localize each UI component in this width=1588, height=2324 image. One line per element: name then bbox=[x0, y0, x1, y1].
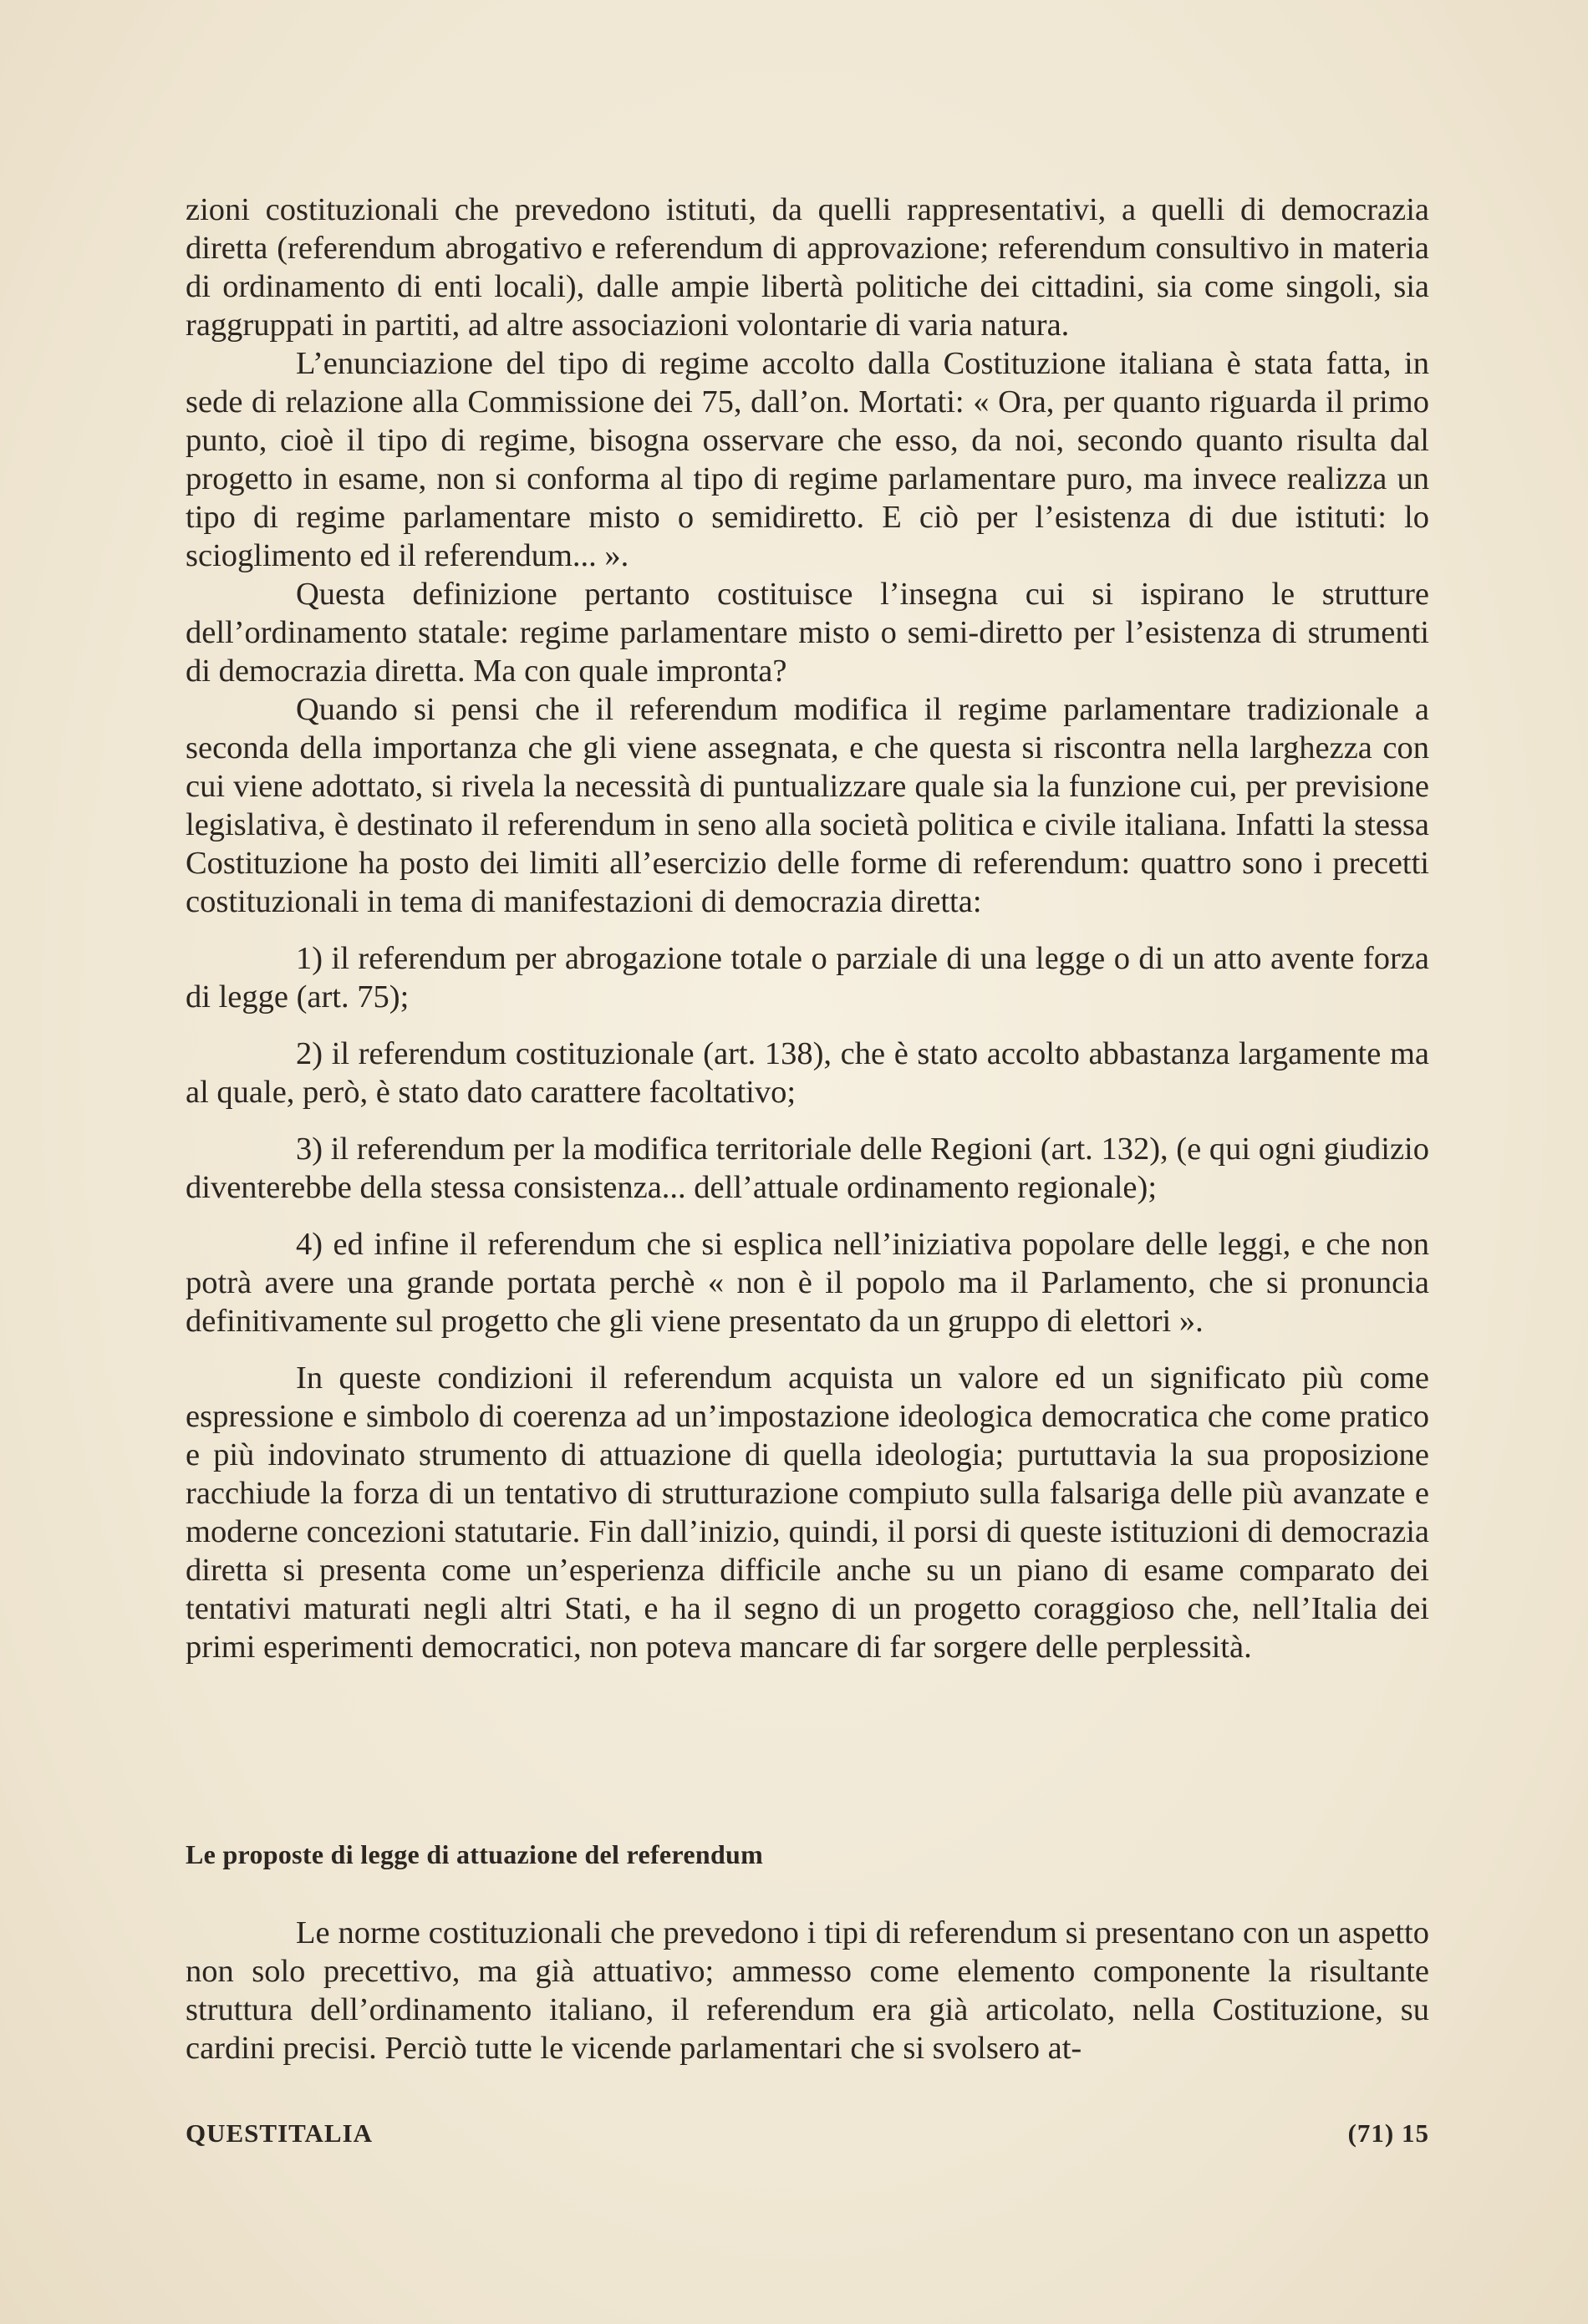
body-text bbox=[186, 191, 1429, 1666]
paragraph-1: zioni costituzionali che prevedono istituti, da quelli rappresentativi, a quelli di democrazia diretta (referendum abrogativo e referendum di approvazione; referendum consultivo in materia di ordinamento di enti locali), dalle ampie libertà politiche dei cittadini, sia come singoli, sia raggruppati in partiti, ad altre associazioni volontarie di varia natura. bbox=[186, 192, 1429, 343]
list-item: 1) il referendum per abrogazione totale o parziale di una legge o di un atto avente forza di legge (art. 75); bbox=[186, 941, 1429, 1015]
paragraph-4: Quando si pensi che il referendum modifica il regime parlamentare tradizionale a seconda della importanza che gli viene assegnata, e che questa si riscontra nella larghezza con cui viene adottato, si rivela la necessità di puntualizzare quale sia la funzione cui, per previsione legislativa, è destinato il referendum in seno alla società politica e civile italiana. Infatti la stessa Costituzione ha posto dei limiti all’esercizio delle forme di referendum: quattro sono i precetti costituzionali in tema di manifestazioni di democrazia diretta: bbox=[186, 692, 1429, 919]
section-heading: Le proposte di legge di attuazione del referendum bbox=[186, 1839, 764, 1869]
page-number: (71) 15 bbox=[1347, 2118, 1429, 2148]
section-paragraph: Le norme costituzionali che prevedono i tipi di referendum si presentano con un aspetto non solo precettivo, ma già attuativo; ammesso come elemento componente la risultante struttura dell’ordinamento italiano, il referendum era già articolato, nella Costituzione, su cardini precisi. Perciò tutte le vicende parlamentari che si svolsero at- bbox=[186, 1915, 1429, 2066]
list-item: 3) il referendum per la modifica territoriale delle Regioni (art. 132), (e qui ogni giudizio diventerebbe della stessa consistenza... dell’attuale ordinamento regionale); bbox=[186, 1131, 1429, 1205]
closing-paragraph: In queste condizioni il referendum acquista un valore ed un significato più come espressione e simbolo di coerenza ad un’impostazione ideologica democratica che come pratico e più indovinato strumento di attuazione di quella ideologia; purtuttavia la sua proposizione racchiude la forza di un tentativo di strutturazione compiuto sulla falsariga delle più avanzate e moderne concezioni statutarie. Fin dall’inizio, quindi, il porsi di queste istituzioni di democrazia diretta si presenta come un’esperienza difficile anche su un piano di esame comparato dei tentativi maturati negli altri Stati, e ha il segno di un progetto coraggioso che, nell’Italia dei primi esperimenti democratici, non poteva mancare di far sorgere delle perplessità. bbox=[186, 1360, 1429, 1665]
list-item: 4) ed infine il referendum che si esplica nell’iniziativa popolare delle leggi, e che non potrà avere una grande portata perchè « non è il popolo ma il Parlamento, che si pronuncia definitivamente sul progetto che gli viene presentato da un gruppo di elettori ». bbox=[186, 1227, 1429, 1339]
list-item: 2) il referendum costituzionale (art. 138), che è stato accolto abbastanza largamente ma al quale, però, è stato dato carattere facoltativo; bbox=[186, 1036, 1429, 1110]
page-footer bbox=[186, 2118, 1429, 2155]
section-body bbox=[186, 1914, 1429, 2067]
paragraph-3: Questa definizione pertanto costituisce l’insegna cui si ispirano le strutture dell’ordinamento statale: regime parlamentare misto o semi-diretto per l’esistenza di strumenti di democrazia diretta. Ma con quale impronta? bbox=[186, 577, 1429, 689]
paragraph-2: L’enunciazione del tipo di regime accolto dalla Costituzione italiana è stata fatta, in sede di relazione alla Commissione dei 75, dall’on. Mortati: « Ora, per quanto riguarda il primo punto, cioè il tipo di regime, bisogna osservare che esso, da noi, secondo quanto risulta dal progetto in esame, non si conforma al tipo di regime parlamentare puro, ma invece realizza un tipo di regime parlamentare misto o semidiretto. E ciò per l’esistenza di due istituti: lo scioglimento ed il referendum... ». bbox=[186, 346, 1429, 573]
journal-name: QUESTITALIA bbox=[186, 2118, 374, 2148]
